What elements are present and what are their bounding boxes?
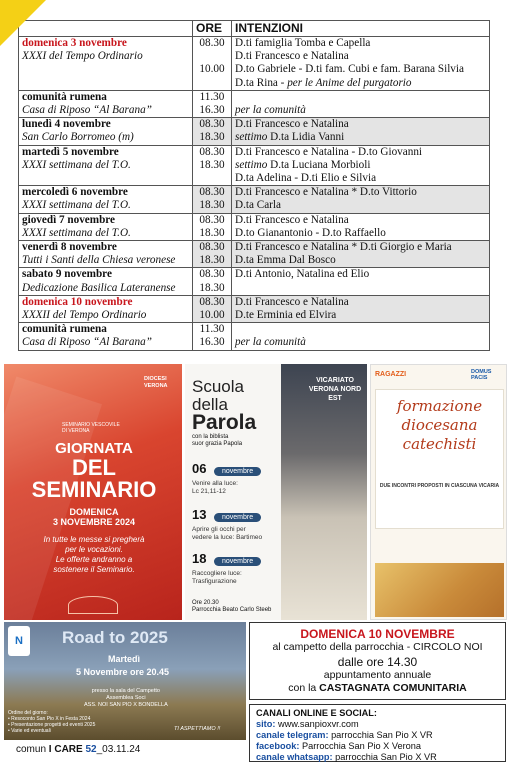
intention-cell — [232, 241, 490, 268]
intention-line — [235, 91, 486, 104]
intention-line: D.ti Francesco e Natalina — [235, 50, 349, 63]
day-cell — [19, 186, 193, 213]
day-subtitle: XXXI settimana del T.O. — [22, 199, 131, 212]
scuola-date-topic: Aprire gli occhi per vedere la luce: Bartimeo — [192, 526, 263, 541]
day-subtitle: XXXI settimana del T.O. — [22, 226, 131, 239]
intention-line: settimo D.ta Lidia Vanni — [235, 131, 345, 144]
diocese-logo-text: DIOCESI VERONA — [144, 376, 168, 389]
canali-title: CANALI ONLINE E SOCIAL: — [256, 708, 377, 718]
time-cell — [193, 213, 232, 240]
intention-cell — [232, 268, 490, 295]
schedule-row — [19, 323, 490, 350]
intention-line: D.to Gianantonio - D.to Raffaello — [235, 226, 386, 239]
schedule-row — [19, 90, 490, 117]
intention-line: D.te Erminia ed Elvira — [235, 309, 337, 322]
day-cell — [19, 213, 193, 240]
time-value: 08.30 — [199, 145, 225, 158]
day-cell — [19, 118, 193, 145]
time-value: 08.30 — [199, 186, 225, 199]
scuola-title-1: Scuola — [192, 377, 244, 396]
castagnata-line4-bold: CASTAGNATA COMUNITARIA — [319, 682, 467, 694]
scuola-foot: Ore 20.30 Parrocchia Beato Carlo Steeb — [192, 600, 272, 613]
time-value: 18.30 — [199, 226, 225, 239]
seminario-text: In tutte le messe si pregherà per le vocazioni. Le offerte andranno a sostenere il Seminario. — [43, 535, 145, 574]
day-subtitle: XXXI del Tempo Ordinario — [22, 50, 143, 63]
canale-item — [256, 741, 499, 752]
time-value: 16.30 — [199, 104, 225, 117]
lotus-icon — [68, 596, 118, 614]
canale-key: canale telegram: — [256, 730, 329, 740]
day-subtitle: Casa di Riposo “Al Barana” — [22, 336, 152, 349]
schedule-row — [19, 268, 490, 295]
scuola-date-topic: Venire alla luce: Lc 21,11-12 — [192, 480, 238, 495]
schedule-row — [19, 295, 490, 322]
domus-pacis-logo: DOMUS PACIS — [471, 369, 492, 381]
scuola-date-month: novembre — [214, 467, 261, 476]
day-subtitle: XXXI settimana del T.O. — [22, 158, 131, 171]
seminario-poster — [4, 364, 182, 620]
day-subtitle: Dedicazione Basilica Lateranense — [22, 281, 176, 294]
scuola-date-day: 18 — [192, 551, 207, 566]
day-label: mercoledì 6 novembre — [22, 186, 128, 199]
scuola-date-topic: Raccogliere luce: Trasfigurazione — [192, 570, 242, 585]
day-label: martedì 5 novembre — [22, 145, 119, 158]
scuola-date-month: novembre — [214, 513, 261, 522]
intention-line: per la comunità — [235, 336, 306, 349]
time-value: 08.30 — [199, 241, 225, 254]
scuola-parola-poster — [185, 364, 367, 620]
intention-line: D.ti Francesco e Natalina - D.to Giovanni — [235, 145, 423, 158]
day-subtitle: Casa di Riposo “Al Barana” — [22, 104, 152, 117]
scuola-date-item — [192, 460, 261, 496]
footer — [16, 744, 140, 755]
table-header — [19, 21, 490, 37]
road-title: Road to 2025 — [62, 628, 168, 647]
seminario-title-a: GIORNATA — [55, 440, 133, 457]
scuola-with: con la biblista suor grazia Papola — [192, 434, 243, 447]
time-cell — [193, 268, 232, 295]
schedule-row — [19, 241, 490, 268]
footer-a: comun — [16, 744, 49, 755]
time-cell — [193, 37, 232, 91]
canali-box — [249, 704, 506, 762]
intention-line — [235, 282, 486, 295]
canale-value[interactable]: Parrocchia San Pio X Verona — [299, 741, 421, 751]
intention-line: settimo D.ta Luciana Morbioli — [235, 158, 371, 171]
seminario-title-b: DEL SEMINARIO — [31, 455, 157, 502]
scuola-title — [192, 378, 256, 433]
catechisti-subtitle: DUE INCONTRI PROPOSTI IN CIASCUNA VICARIA — [379, 483, 500, 489]
time-value: 18.30 — [199, 158, 225, 171]
time-value — [196, 77, 228, 90]
road-order: Ordine del giorno: • Resoconto San Pio X in Festa 2024 • Presentazione progetti ed eventi 2025 • Varie ed eventuali — [8, 710, 96, 734]
vicariato-label: VICARIATO VERONA NORD EST — [308, 377, 362, 402]
footer-date: _03.11.24 — [96, 744, 141, 755]
road-day: Martedì — [108, 654, 141, 664]
day-cell — [19, 295, 193, 322]
intention-line: D.ti Francesco e Natalina — [235, 213, 349, 226]
schedule-row — [19, 118, 490, 145]
day-label: giovedì 7 novembre — [22, 213, 116, 226]
road-place: presso la sala del Campetto Assemblea Soci ASS. NOI SAN PIO X BONDELLA — [84, 688, 168, 708]
noi-logo: N — [8, 626, 30, 656]
time-cell — [193, 241, 232, 268]
road-date: 5 Novembre ore 20.45 — [76, 667, 170, 677]
intention-cell — [232, 90, 490, 117]
schedule-row — [19, 213, 490, 240]
day-subtitle: Tutti i Santi della Chiesa veronese — [22, 254, 176, 267]
time-cell — [193, 295, 232, 322]
intention-cell — [232, 145, 490, 186]
day-label: domenica 10 novembre — [22, 295, 133, 308]
day-cell — [19, 241, 193, 268]
schedule-table — [18, 20, 490, 351]
time-value: 18.30 — [199, 131, 225, 144]
day-subtitle: XXXII del Tempo Ordinario — [22, 309, 147, 322]
time-cell — [193, 118, 232, 145]
time-value: 08.30 — [199, 213, 225, 226]
day-cell — [19, 323, 193, 350]
canale-value[interactable]: www.sanpioxvr.com — [275, 719, 359, 729]
time-value: 08.30 — [199, 268, 225, 281]
intention-line: D.ti Francesco e Natalina — [235, 295, 349, 308]
canale-key: facebook: — [256, 741, 300, 751]
schedule-row — [19, 37, 490, 91]
time-value: 08.30 — [199, 118, 225, 131]
canale-item — [256, 752, 499, 763]
intention-line: D.ta Emma Dal Bosco — [235, 254, 336, 267]
castagnata-line4-pre: con la — [288, 682, 320, 694]
scuola-title-3: Parola — [192, 411, 257, 434]
day-label: venerdì 8 novembre — [22, 241, 117, 254]
road-wait: TI ASPETTIAMO !! — [174, 726, 221, 732]
intention-line: D.ta Carla — [235, 199, 281, 212]
intention-line: D.ta Rina - per le Anime del purgatorio — [235, 76, 412, 89]
catechisti-title: formazione diocesana catechisti — [396, 397, 483, 453]
time-value: 11.30 — [199, 323, 225, 336]
time-value: 10.00 — [199, 63, 225, 76]
seminario-date: DOMENICA 3 NOVEMBRE 2024 — [52, 507, 136, 527]
intention-line: per la comunità — [235, 104, 306, 117]
castagnata-line2: dalle ore 14.30 — [337, 655, 418, 669]
canale-key: canale whatsapp: — [256, 752, 333, 762]
scuola-date-day: 13 — [192, 507, 207, 522]
day-label: lunedì 4 novembre — [22, 118, 111, 131]
castagnata-line1: al campetto della parrocchia - CIRCOLO NOI — [272, 641, 483, 653]
day-cell — [19, 145, 193, 186]
time-value: 11.30 — [199, 90, 225, 103]
time-value — [196, 50, 228, 63]
header-intentions: INTENZIONI — [232, 21, 490, 37]
day-label: comunità rumena — [22, 323, 107, 336]
scuola-date-month: novembre — [214, 557, 261, 566]
scuola-date-day: 06 — [192, 461, 207, 476]
intention-line: D.ti Antonio, Natalina ed Elio — [235, 268, 370, 281]
ragazzi-logo: RAGAZZI — [375, 371, 407, 378]
day-label: sabato 9 novembre — [22, 268, 112, 281]
time-cell — [193, 90, 232, 117]
time-value: 16.30 — [199, 336, 225, 349]
intention-cell — [232, 295, 490, 322]
intention-line: D.ti Francesco e Natalina * D.to Vittorio — [235, 186, 417, 199]
day-label: domenica 3 novembre — [22, 37, 127, 49]
angel-painting — [375, 563, 504, 617]
corner-triangle — [0, 0, 46, 46]
intention-line: D.ti Francesco e Natalina — [235, 118, 349, 131]
footer-b: I CARE — [48, 744, 86, 755]
intention-cell — [232, 323, 490, 350]
canale-key: sito: — [256, 719, 276, 729]
canale-item — [256, 730, 499, 741]
time-cell — [193, 323, 232, 350]
day-subtitle: San Carlo Borromeo (m) — [22, 131, 134, 144]
intention-cell — [232, 186, 490, 213]
time-cell — [193, 145, 232, 186]
canale-value[interactable]: parrocchia San Pio X VR — [328, 730, 433, 740]
catechisti-poster — [370, 364, 507, 620]
castagnata-line4 — [250, 682, 505, 695]
intention-cell — [232, 118, 490, 145]
time-value: 08.30 — [199, 37, 225, 49]
schedule-row — [19, 145, 490, 186]
scuola-title-2: della — [192, 395, 228, 414]
intention-line: D.ti famiglia Tomba e Capella — [235, 37, 371, 49]
day-cell — [19, 268, 193, 295]
time-value — [196, 172, 228, 185]
intention-line: D.ta Adelina - D.ti Elio e Silvia — [235, 172, 377, 185]
intention-cell — [232, 37, 490, 91]
canale-item — [256, 719, 499, 730]
intention-cell — [232, 213, 490, 240]
intention-line: D.ti Francesco e Natalina * D.ti Giorgio e Maria — [235, 241, 452, 254]
day-cell — [19, 90, 193, 117]
castagnata-title: DOMENICA 10 NOVEMBRE — [300, 627, 455, 641]
canale-value[interactable]: parrocchia San Pio X VR — [332, 752, 437, 762]
time-value: 18.30 — [199, 254, 225, 267]
intention-line: D.to Gabriele - D.ti fam. Cubi e fam. Barana Silvia — [235, 63, 464, 76]
intention-line — [235, 323, 486, 336]
day-label: comunità rumena — [22, 90, 107, 103]
time-value: 10.00 — [199, 309, 225, 322]
castagnata-line3: appuntamento annuale — [323, 669, 432, 681]
castagnata-box — [249, 622, 506, 700]
seminario-brand: SEMINARIO VESCOVILE DI VERONA — [62, 422, 120, 434]
time-value: 08.30 — [199, 295, 225, 308]
time-value: 18.30 — [199, 281, 225, 294]
scuola-date-item — [192, 550, 261, 586]
header-time: ORE — [193, 21, 232, 37]
footer-issue: 52 — [85, 744, 97, 755]
scuola-date-item — [192, 506, 262, 542]
time-value: 18.30 — [199, 199, 225, 212]
time-cell — [193, 186, 232, 213]
schedule-row — [19, 186, 490, 213]
road-2025-poster — [4, 622, 246, 740]
